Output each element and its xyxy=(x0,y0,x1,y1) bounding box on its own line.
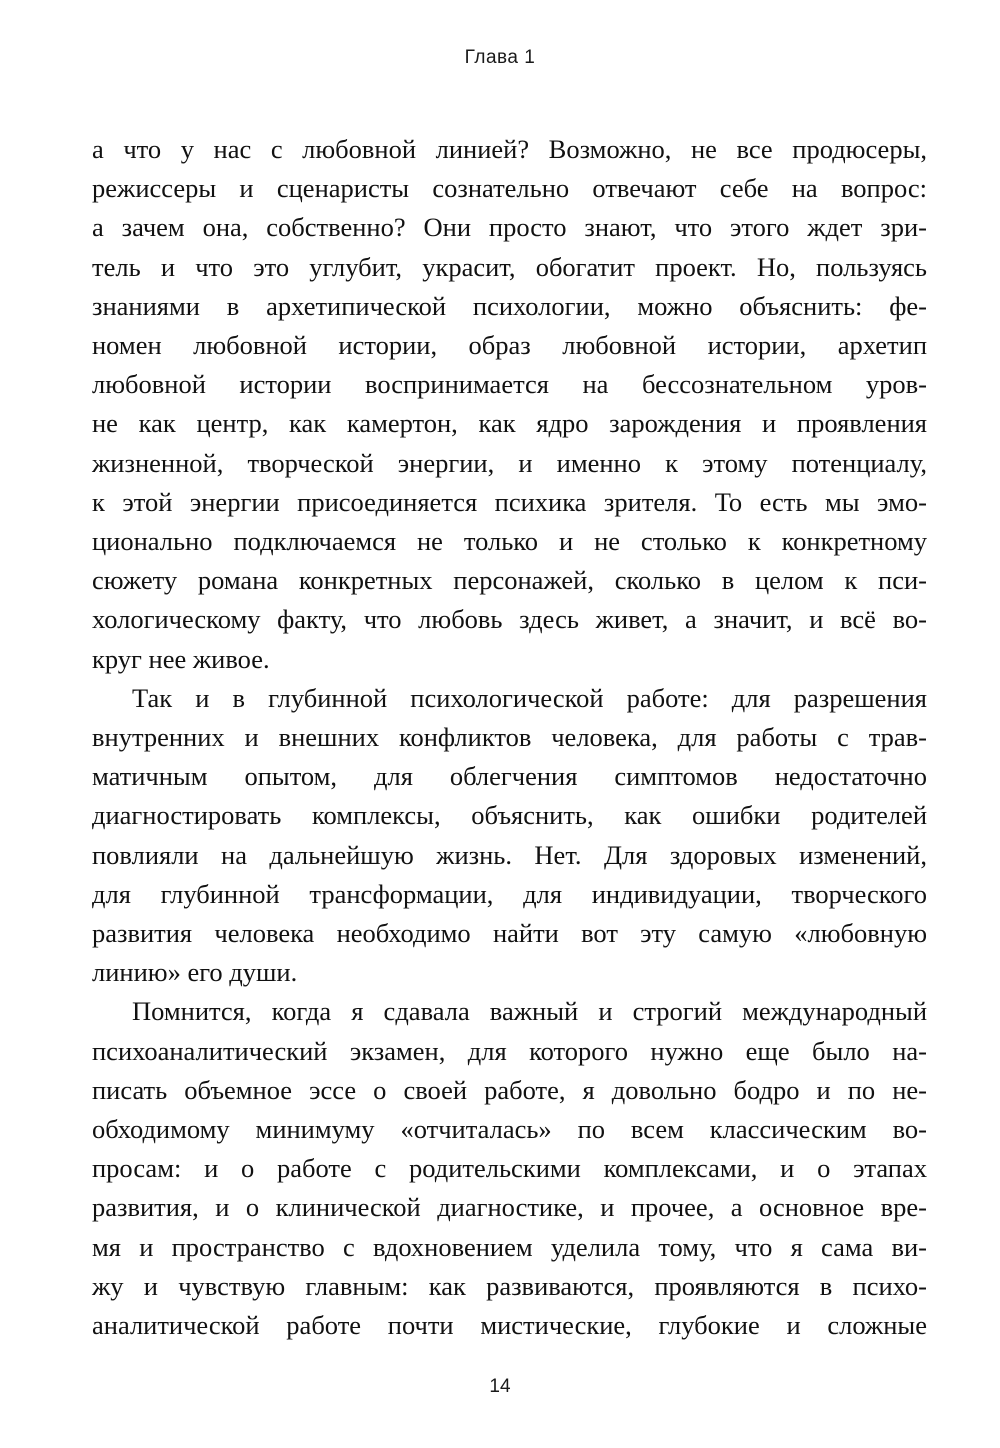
text-line: аналитической работе почти мистические, глубокие и сложные xyxy=(92,1310,927,1341)
text-line: обходимому минимуму «отчиталась» по всем классическим во- xyxy=(92,1114,927,1145)
text-line: для глубинной трансформации, для индивидуации, творческого xyxy=(92,878,927,909)
text-line: не как центр, как камертон, как ядро зарождения и проявления xyxy=(92,408,927,439)
page-number: 14 xyxy=(489,1376,511,1397)
text-line: жу и чувствую главным: как развиваются, проявляются в психо- xyxy=(92,1270,927,1301)
text-line: Помнится, когда я сдавала важный и строгий международный xyxy=(132,996,927,1027)
paragraph-2 xyxy=(92,679,927,993)
text-line: знаниями в архетипической психологии, можно объяснить: фе- xyxy=(92,290,927,321)
text-line: развития человека необходимо найти вот эту самую «любовную xyxy=(92,918,927,949)
text-line: мя и пространство с вдохновением уделила тому, что я сама ви- xyxy=(92,1231,927,1262)
text-line: Так и в глубинной психологической работе: для разрешения xyxy=(132,682,927,713)
paragraph-3 xyxy=(92,992,927,1345)
text-line: писать объемное эссе о своей работе, я довольно бодро и по не- xyxy=(92,1074,927,1105)
text-line: к этой энергии присоединяется психика зрителя. То есть мы эмо- xyxy=(92,486,927,517)
text-line: круг нее живое. xyxy=(92,643,270,674)
text-line: просам: и о работе с родительскими комплексами, и о этапах xyxy=(92,1153,927,1184)
body-text xyxy=(92,130,927,1345)
text-line: а что у нас с любовной линией? Возможно, не все продюсеры, xyxy=(92,134,927,164)
text-line: хологическому факту, что любовь здесь живет, а значит, и всё во- xyxy=(92,604,927,635)
text-line: ционально подключаемся не только и не столько к конкретному xyxy=(92,526,927,557)
text-line: психоаналитический экзамен, для которого нужно еще было на- xyxy=(92,1035,927,1066)
text-line: номен любовной истории, образ любовной истории, архетип xyxy=(92,330,927,361)
text-line: линию» его души. xyxy=(92,957,298,988)
text-line: режиссеры и сценаристы сознательно отвечают себе на вопрос: xyxy=(92,173,927,204)
text-line: диагностировать комплексы, объяснить, как ошибки родителей xyxy=(92,800,927,831)
text-line: внутренних и внешних конфликтов человека, для работы с трав- xyxy=(92,722,927,753)
text-line: жизненной, творческой энергии, и именно к этому потенциалу, xyxy=(92,447,927,478)
text-line: развития, и о клинической диагностике, и прочее, а основное вре- xyxy=(92,1192,927,1223)
text-line: тель и что это углубит, украсит, обогатит проект. Но, пользуясь xyxy=(92,251,927,282)
paragraph-1 xyxy=(92,130,927,679)
text-line: сюжету романа конкретных персонажей, сколько в целом к пси- xyxy=(92,565,927,596)
text-line: матичным опытом, для облегчения симптомов недостаточно xyxy=(92,761,927,792)
text-line: а зачем она, собственно? Они просто знают, что этого ждет зри- xyxy=(92,212,927,243)
running-head: Глава 1 xyxy=(464,47,536,68)
text-line: любовной истории воспринимается на бессознательном уров- xyxy=(92,369,927,400)
text-line: повлияли на дальнейшую жизнь. Нет. Для здоровых изменений, xyxy=(92,839,927,870)
